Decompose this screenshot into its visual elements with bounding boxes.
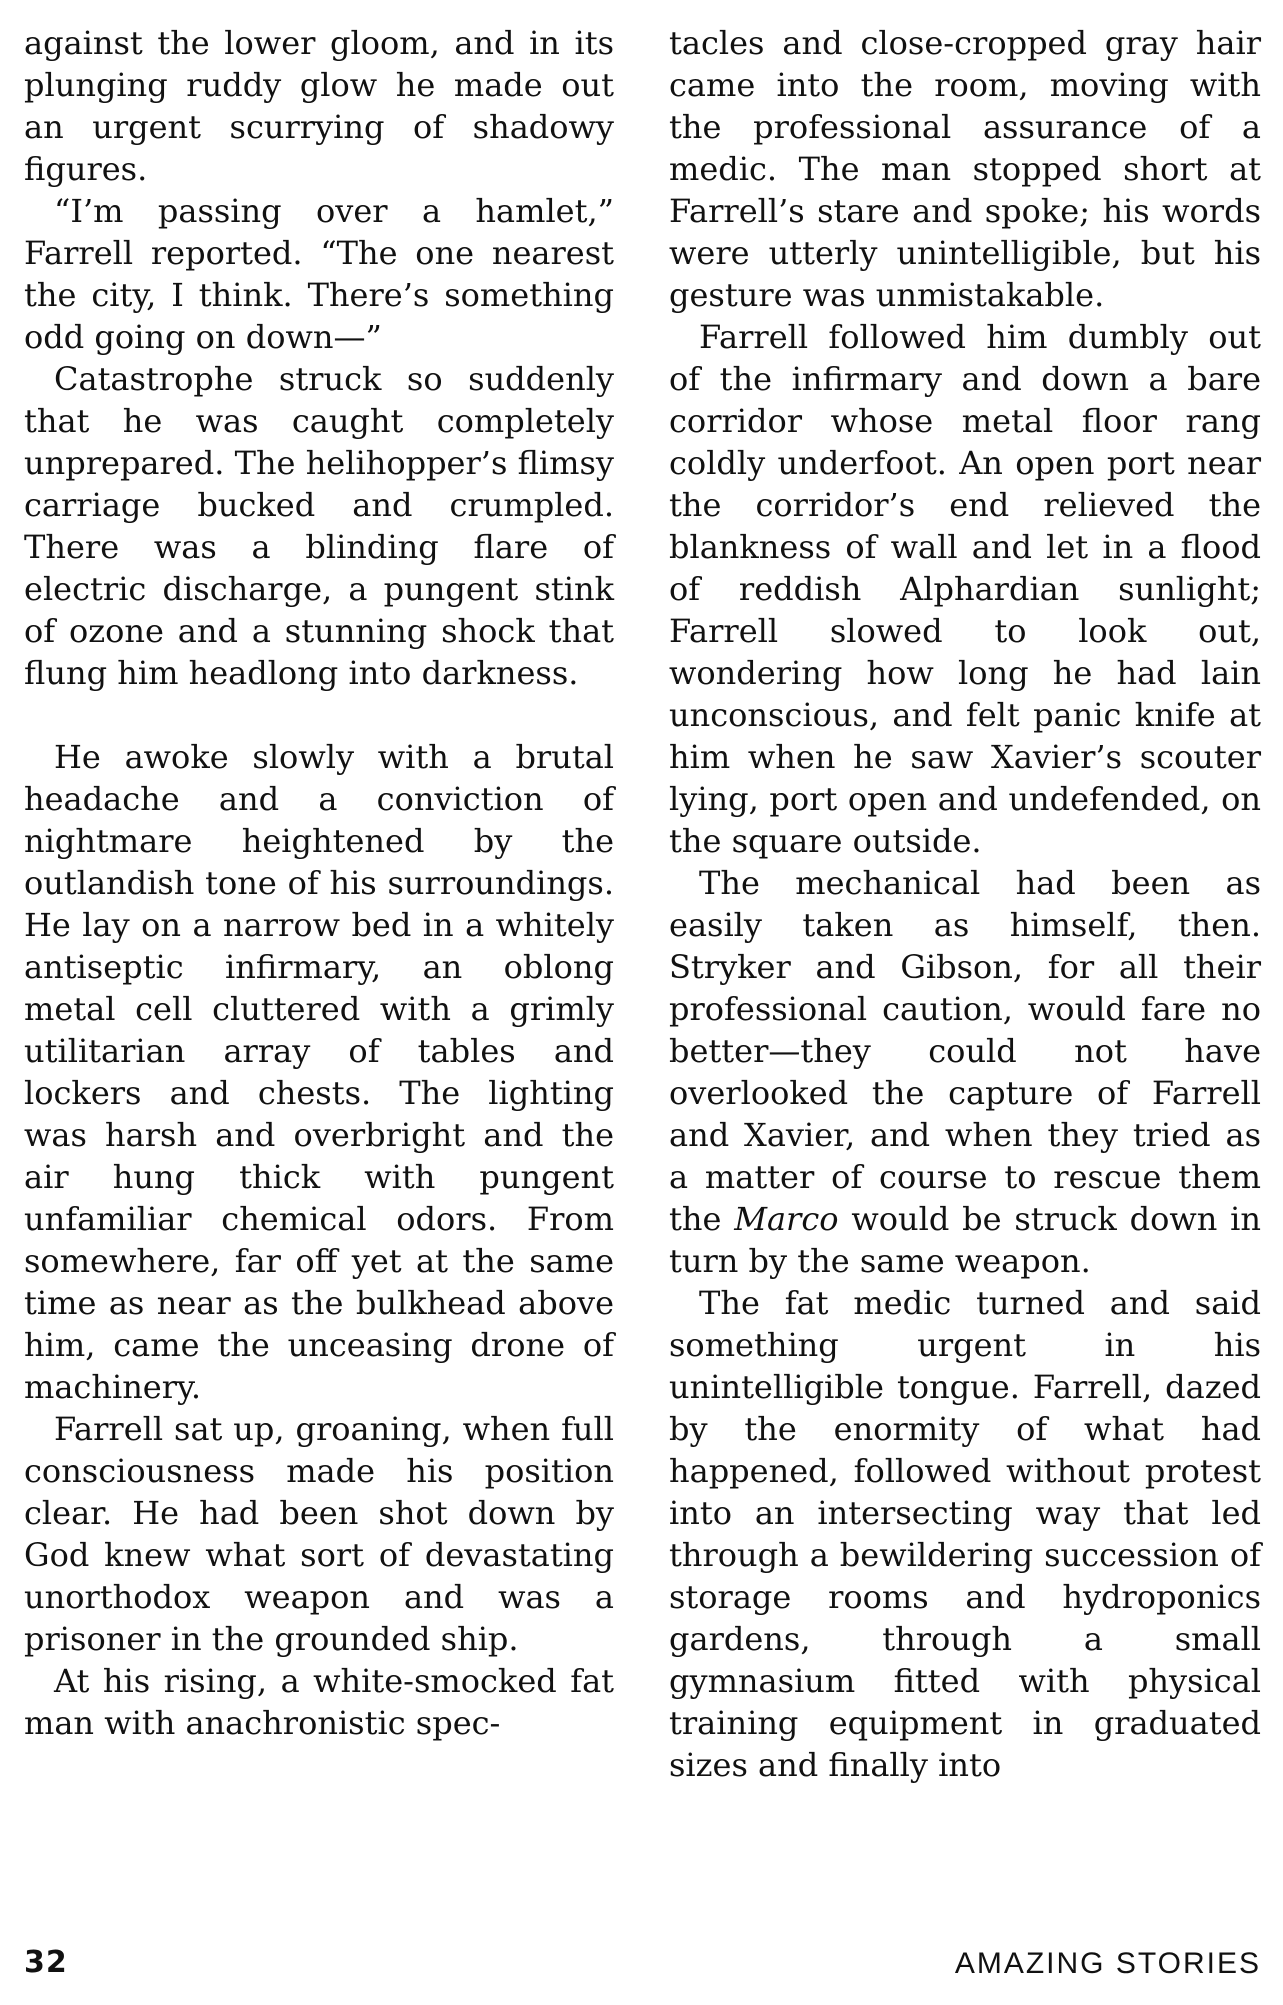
paragraph: He awoke slowly with a brutal headache and a conviction of nightmare heightened by the outlandish tone of his surroundings. He lay on a narrow bed in a whitely antiseptic infirmary, an oblong metal cell cluttered with a grimly utilitarian array of tables and lockers and chests. The lighting was harsh and overbright and the air hung thick with pungent unfamiliar chemical odors. From somewhere, far off yet at the same time as near as the bulkhead above him, came the unceasing drone of machinery. (24, 738, 614, 1406)
paragraph: At his rising, a white-smocked fat man with anachronistic spec- (24, 1662, 614, 1742)
page-footer (24, 1945, 1261, 1989)
paragraph: The fat medic turned and said something urgent in his unintelligible tongue. Farrell, dazed by the enormity of what had happened, followed without protest into an intersecting way that led through a bewildering succession of storage rooms and hydroponics gardens, through a small gymnasium fitted with physical training equipment in graduated sizes and finally into (669, 1284, 1261, 1784)
paragraph (669, 862, 1261, 1282)
magazine-title: AMAZING STORIES (954, 1947, 1261, 1980)
right-text-column (669, 22, 1261, 1786)
left-text-column (24, 22, 614, 1744)
paragraph-text: would be struck down in turn by the same weapon. (669, 1200, 1262, 1280)
paragraph: against the lower gloom, and in its plunging ruddy glow he made out an urgent scurrying of shadowy figures. (24, 24, 614, 188)
paragraph: Catastrophe struck so suddenly that he was caught completely unprepared. The helihopper’s flimsy carriage bucked and crumpled. There was a blinding flare of electric discharge, a pungent stink of ozone and a stunning shock that flung him headlong into darkness. (24, 360, 614, 692)
page-number: 32 (24, 1945, 68, 1980)
ship-name: Marco (734, 1200, 839, 1238)
paragraph: Farrell sat up, groaning, when full consciousness made his position clear. He had been shot down by God knew what sort of devastating unorthodox weapon and was a prisoner in the grounded ship. (24, 1410, 614, 1658)
paragraph: Farrell followed him dumbly out of the infirmary and down a bare corridor whose metal floor rang coldly underfoot. An open port near the corridor’s end relieved the blankness of wall and let in a flood of reddish Alphardian sunlight; Farrell slowed to look out, wondering how long he had lain unconscious, and felt panic knife at him when he saw Xavier’s scouter lying, port open and undefended, on the square outside. (669, 318, 1261, 860)
paragraph-text: The mechanical had been as easily taken as himself, then. Stryker and Gibson, for all their professional caution, would fare no better—they could not have overlooked the capture of Farrell and Xavier, and when they tried as a matter of course to rescue them the (669, 864, 1261, 1238)
paragraph: tacles and close-cropped gray hair came into the room, moving with the professional assurance of a medic. The man stopped short at Farrell’s stare and spoke; his words were utterly unintelligible, but his gesture was unmistakable. (669, 24, 1261, 314)
paragraph: “I’m passing over a hamlet,” Farrell reported. “The one nearest the city, I think. There’s something odd going on down—” (24, 192, 614, 356)
